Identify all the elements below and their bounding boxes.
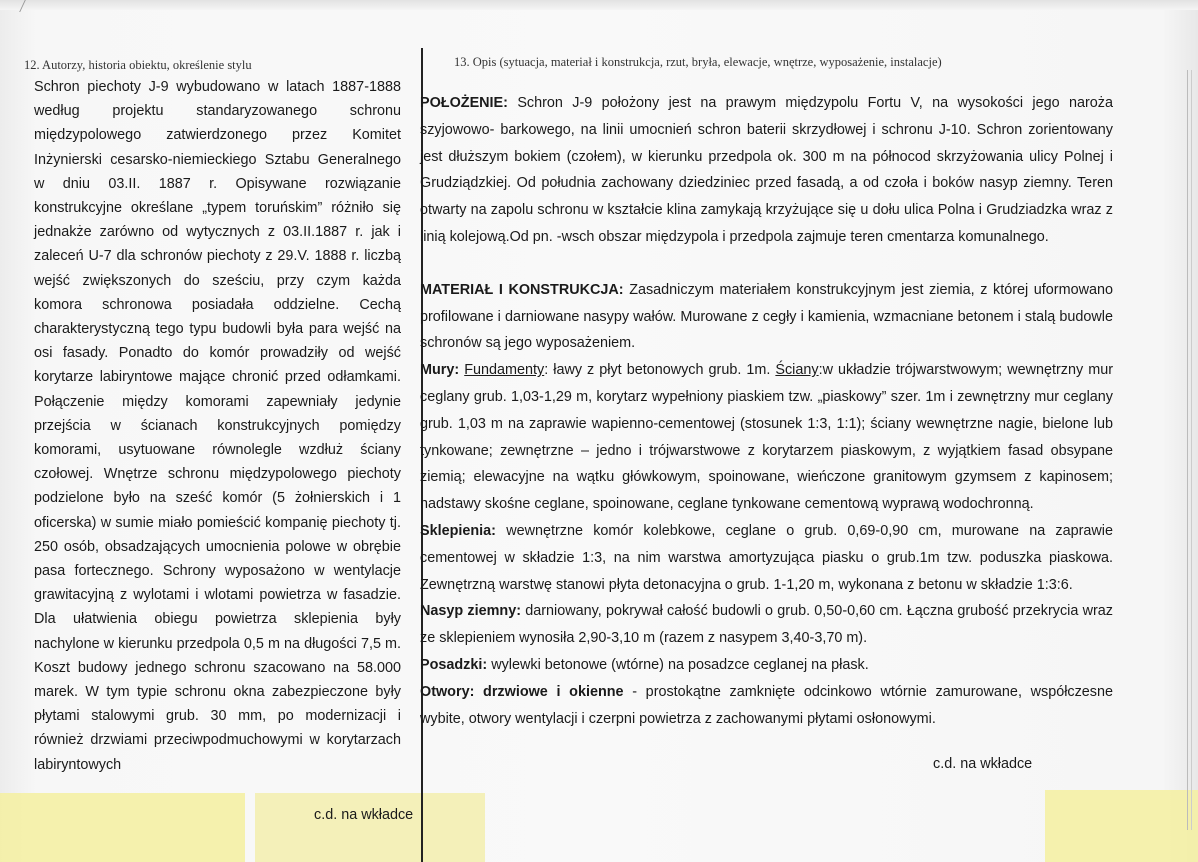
openings-text: - prostokątne zamknięte odcinkowo wtórnie zamurowane, współczesne wybite, otwory wentylacji i czerpni powietrza z zachowanymi płytami osłonowymi. [420,683,1113,727]
material-paragraph [420,277,1113,357]
description-continued-note: c.d. na wkładce [933,756,1033,772]
scan-top-edge [0,0,1198,10]
openings-label: Otwory: drzwiowe i okienne [420,683,624,700]
floors-paragraph [420,652,1113,679]
embankment-paragraph [420,598,1113,652]
description-column [420,90,1113,732]
history-continued-note: c.d. na wkładce [314,807,414,823]
material-text: Zasadniczym materiałem konstrukcyjnym jest ziemia, z której uformowano profilowane i darniowane nasypy wałów. Murowane z cegły i kamienia, wzmacniane betonem i stalą budowle schronów są jego wyposażeniem. [420,281,1113,352]
vaults-label: Sklepienia: [420,522,496,539]
walls-paragraph [420,357,1113,518]
vaults-text: wewnętrzne komór kolebkowe, ceglane o grub. 0,69-0,90 cm, murowane na zaprawie cementowej w składzie 1:3, na nim warstwa amortyzująca piasku o grub.1m tzw. poduszka piaskowa. Zewnętrzną warstwę stanowi płyta detonacyjna o grub. 1-1,20 m, wykonana z betonu w składzie 1:3:6. [420,522,1113,593]
floors-text: wylewki betonowe (wtórne) na posadzce ceglanej na płask. [491,656,869,673]
floors-label: Posadzki: [420,656,488,673]
highlight-strip-right [1045,790,1198,862]
location-paragraph [420,90,1113,251]
scan-right-edge [1187,70,1192,830]
foundations-text: : ławy z płyt betonowych grub. 1m. [544,362,771,379]
section-13-header: 13. Opis (sytuacja, materiał i konstrukcja, rzut, bryła, elewacje, wnętrze, wyposażenie, instalacje) [454,55,942,69]
highlight-strip-left [0,793,245,862]
foundations-label: Fundamenty [464,362,545,379]
material-label: MATERIAŁ I KONSTRUKCJA: [420,281,624,298]
openings-paragraph [420,679,1113,733]
paragraph-gap [420,251,1113,277]
walls-sub-label: Ściany [775,362,819,379]
vaults-paragraph [420,518,1113,598]
section-12-header: 12. Autorzy, historia obiektu, określenie stylu [24,58,252,72]
highlight-strip-middle [255,793,485,862]
walls-label: Mury: [420,362,460,379]
embankment-text: darniowany, pokrywał całość budowli o grub. 0,50-0,60 cm. Łączna grubość przekrycia wraz ze sklepieniem wynosiła 2,90-3,10 m (razem z nasypem 3,40-3,70 m). [420,603,1113,647]
embankment-label: Nasyp ziemny: [420,603,521,620]
history-column [34,75,401,777]
history-text: Schron piechoty J-9 wybudowano w latach 1887-1888 według projektu standaryzowanego schronu międzypolowego zatwierdzonego przez Komitet Inżynierski cesarsko-niemieckiego Sztabu Generalnego w dniu 03.II. 1887 r. Opisywane rozwiązanie konstrukcyjne określane „typem toruńskim” różniło się jednakże zarówno od wytycznych z 03.II.1887 r. jak i zaleceń U-7 dla schronów piechoty z 29.V. 1888 r. liczbą wejść zwiększonych do sześciu, przy czym każda komora schronowa posiadała oddzielne. Cechą charakterystyczną tego typu budowli była para wejść na osi fasady. Ponadto do komór prowadziły od wejść korytarze labiryntowe mające chronić przed odłamkami. Połączenie między komorami zapewniały jedynie przejścia w ścianach konstrukcyjnych pomiędzy komorami, usytuowane równolegle wzdłuż ściany czołowej. Wnętrze schronu międzypolowego piechoty podzielone było na sześć komór (5 żołnierskich i 1 oficerska) w sumie miało pomieścić kompanię piechoty tj. 250 osób, obsadzających umocnienia polowe w obrębie pasa fortecznego. Schrony wyposażono w wentylacje grawitacyjną z wylotami i wlotami powietrza w fasadzie. Dla ułatwienia obiegu powietrza sklepienia były nachylone w kierunku przedpola 0,5 m na długości 7,5 m. Koszt budowy jednego schronu szacowano na 58.000 marek. W tym typie schronu okna zabezpieczone były płytami stalowymi grub. 30 mm, po modernizacji i również drzwiami przeciwpodmuchowymi w korytarzach labiryntowych [34,79,401,773]
location-text: Schron J-9 położony jest na prawym międzypolu Fortu V, na wysokości jego naroża szyjowowo- barkowego, na linii umocnień schron baterii skrzydłowej i schronu J-10. Schron zorientowany jest dłuższym bokiem (czołem), w kierunku przedpola ok. 300 m na północod skrzyżowania ulicy Polnej i Grudziądzkiej. Od południa zachowany dziedziniec przed fasadą, a od czoła i boków nasyp ziemny. Teren otwarty na zapolu schronu w kształcie klina zamykają krzyżujące się u dołu ulica Polna i Grudziadzka wraz z linią kolejową.Od pn. -wsch obszar międzypola i przedpola zajmuje teren cmentarza komunalnego. [420,95,1113,245]
location-label: POŁOŻENIE: [420,95,508,111]
walls-text: :w układzie trójwarstwowym; wewnętrzny mur ceglany grub. 1,03-1,29 m, korytarz wypełniony piaskiem tzw. „piaskowy” szer. 1m i zewnętrzny mur ceglany grub. 1,03 m na zaprawie wapienno-cementowej (stosunek 1:3, 1:1); ściany wewnętrzne nagie, bielone lub tynkowane; zewnętrzne – jedno i trójwarstwowe z korytarzem piaskowym, z wyjątkiem fasad obsypane ziemią; elewacyjne na wątku główkowym, spoinowane, wieńczone granitowym gzymsem z kapinosem; nadstawy skośne ceglane, spoinowane, ceglane tynkowane cementową wyprawą wodochronną. [420,362,1113,513]
